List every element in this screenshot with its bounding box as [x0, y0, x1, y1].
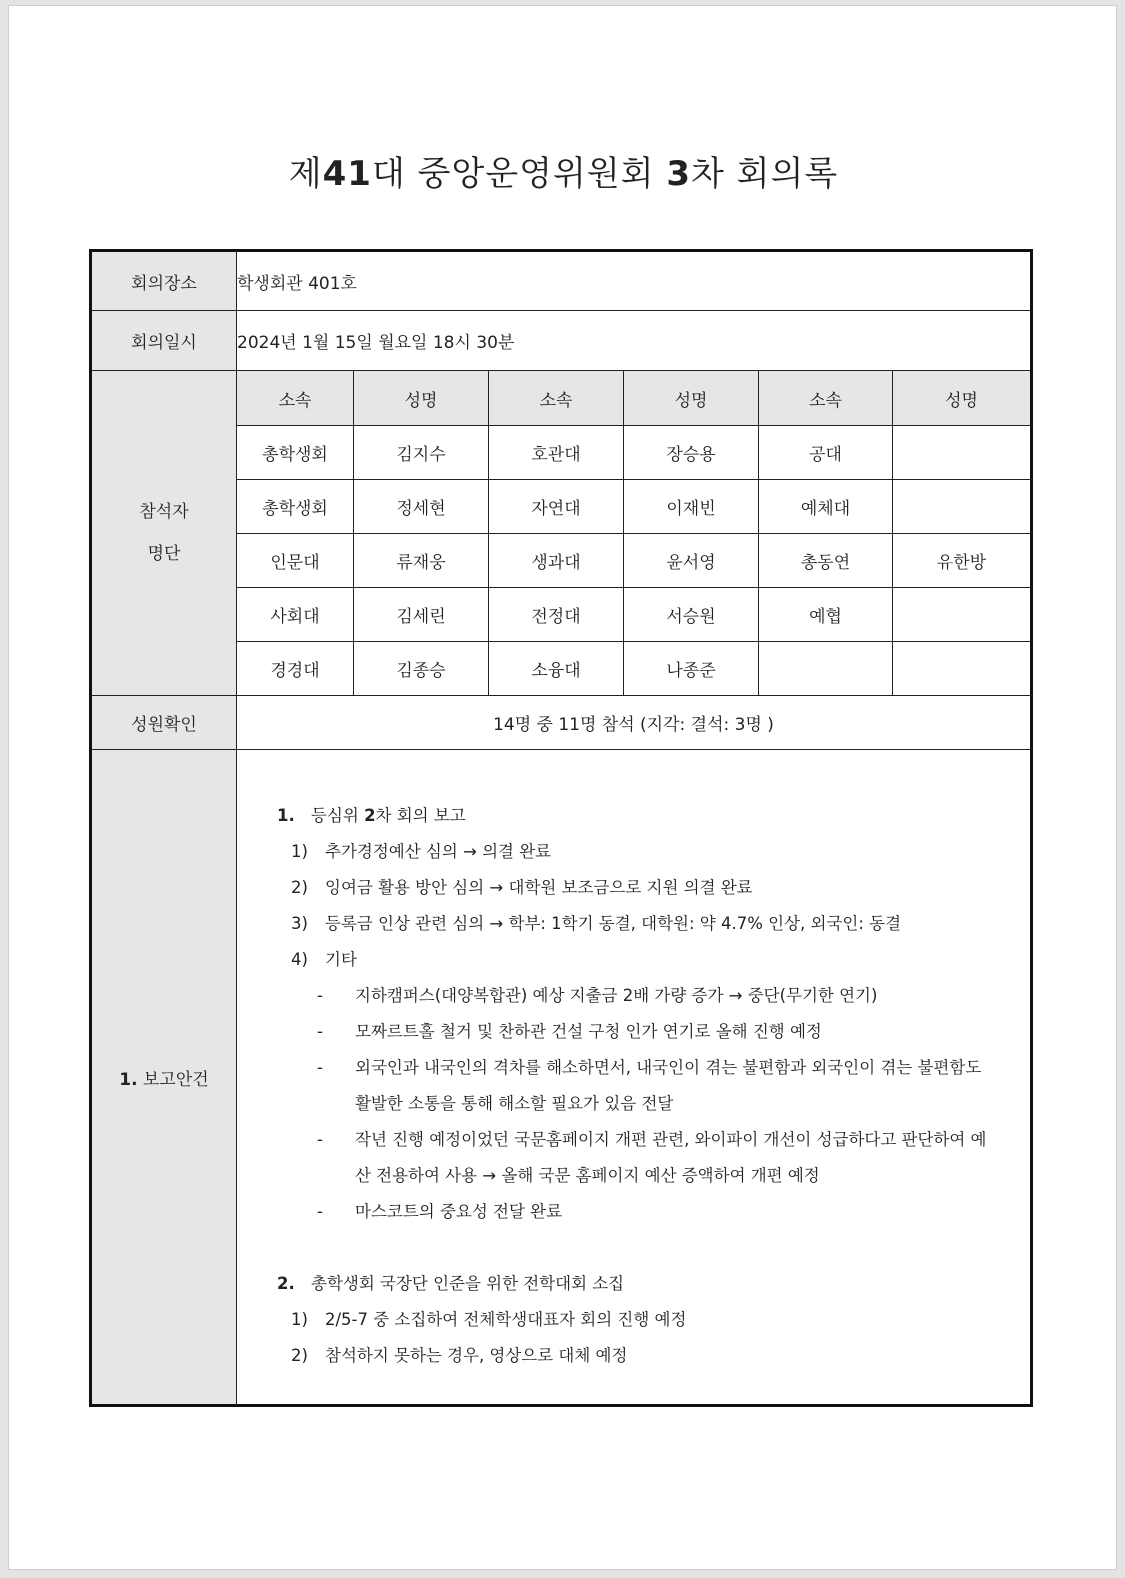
attendee-cell: 김세린 [354, 588, 489, 642]
attendee-cell: 총학생회 [237, 480, 354, 534]
attendee-cell: 예체대 [759, 480, 893, 534]
place-label: 회의장소 [91, 251, 237, 311]
attendee-cell: 소융대 [489, 642, 624, 696]
attendee-cell: 총학생회 [237, 426, 354, 480]
list-item: 2) 참석하지 못하는 경우, 영상으로 대체 예정 [291, 1346, 628, 1365]
list-item: 1) 추가경정예산 심의 → 의결 완료 [291, 842, 552, 861]
attendee-cell: 류재웅 [354, 534, 489, 588]
date-value: 2024년 1월 15일 월요일 18시 30분 [237, 311, 1032, 371]
header-name: 성명 [624, 371, 759, 426]
attendee-cell: 사회대 [237, 588, 354, 642]
attendee-cell: 공대 [759, 426, 893, 480]
attendee-cell: 예협 [759, 588, 893, 642]
attendee-cell: 서승원 [624, 588, 759, 642]
attendee-cell: 김지수 [354, 426, 489, 480]
attendee-cell: 자연대 [489, 480, 624, 534]
list-item: 2) 잉여금 활용 방안 심의 → 대학원 보조금으로 지원 의결 완료 [291, 878, 753, 897]
attendee-cell: 경경대 [237, 642, 354, 696]
document-title: 제41대 중앙운영위원회 3차 회의록 [288, 154, 839, 194]
attendee-cell [893, 588, 1032, 642]
attendee-cell [759, 642, 893, 696]
attendee-cell: 호관대 [489, 426, 624, 480]
attendee-cell: 생과대 [489, 534, 624, 588]
list-item: - 마스코트의 중요성 전달 완료 [317, 1202, 563, 1221]
attendee-cell [893, 480, 1032, 534]
attendee-cell: 윤서영 [624, 534, 759, 588]
attendee-cell: 전정대 [489, 588, 624, 642]
header-affiliation: 소속 [237, 371, 354, 426]
attendee-cell: 정세현 [354, 480, 489, 534]
attendee-cell: 이재빈 [624, 480, 759, 534]
attendee-cell: 유한방 [893, 534, 1032, 588]
list-item: - 작년 진행 예정이었던 국문홈페이지 개편 관련, 와이파이 개선이 성급하다고 판단하여 예산 전용하여 사용 → 올해 국문 홈페이지 예산 증액하여 개편 예정 [317, 1130, 987, 1185]
report-content [237, 750, 1032, 1406]
attendee-cell: 나종준 [624, 642, 759, 696]
attendee-cell [893, 426, 1032, 480]
list-item: 1) 2/5-7 중 소집하여 전체학생대표자 회의 진행 예정 [291, 1310, 687, 1329]
list-item: 4) 기타 [291, 950, 357, 969]
minutes-table [89, 249, 1033, 1407]
list-item: 3) 등록금 인상 관련 심의 → 학부: 1학기 동결, 대학원: 약 4.7% 인상, 외국인: 동결 [291, 914, 902, 933]
report-label: 1. 보고안건 [91, 750, 237, 1406]
place-value: 학생회관 401호 [237, 251, 1032, 311]
attendee-cell [893, 642, 1032, 696]
report-section-heading: 1. 등심위 2차 회의 보고 [277, 806, 466, 825]
list-item: - 외국인과 내국인의 격차를 해소하면서, 내국인이 겪는 불편함과 외국인이 겪는 불편함도 활발한 소통을 통해 해소할 필요가 있음 전달 [317, 1058, 982, 1113]
document-page [8, 5, 1117, 1570]
list-item: - 지하캠퍼스(대양복합관) 예상 지출금 2배 가량 증가 → 중단(무기한 연기) [317, 986, 878, 1005]
header-affiliation: 소속 [489, 371, 624, 426]
date-label: 회의일시 [91, 311, 237, 371]
attendee-cell: 총동연 [759, 534, 893, 588]
header-name: 성명 [893, 371, 1032, 426]
attendees-label: 참석자 명단 [91, 371, 237, 696]
report-section-heading: 2. 총학생회 국장단 인준을 위한 전학대회 소집 [277, 1274, 625, 1293]
attendee-cell: 장승용 [624, 426, 759, 480]
attendee-cell: 김종승 [354, 642, 489, 696]
attendee-cell: 인문대 [237, 534, 354, 588]
list-item: - 모짜르트홀 철거 및 찬하관 건설 구청 인가 연기로 올해 진행 예정 [317, 1022, 822, 1041]
quorum-value: 14명 중 11명 참석 (지각: 결석: 3명 ) [237, 696, 1032, 750]
quorum-label: 성원확인 [91, 696, 237, 750]
header-name: 성명 [354, 371, 489, 426]
header-affiliation: 소속 [759, 371, 893, 426]
